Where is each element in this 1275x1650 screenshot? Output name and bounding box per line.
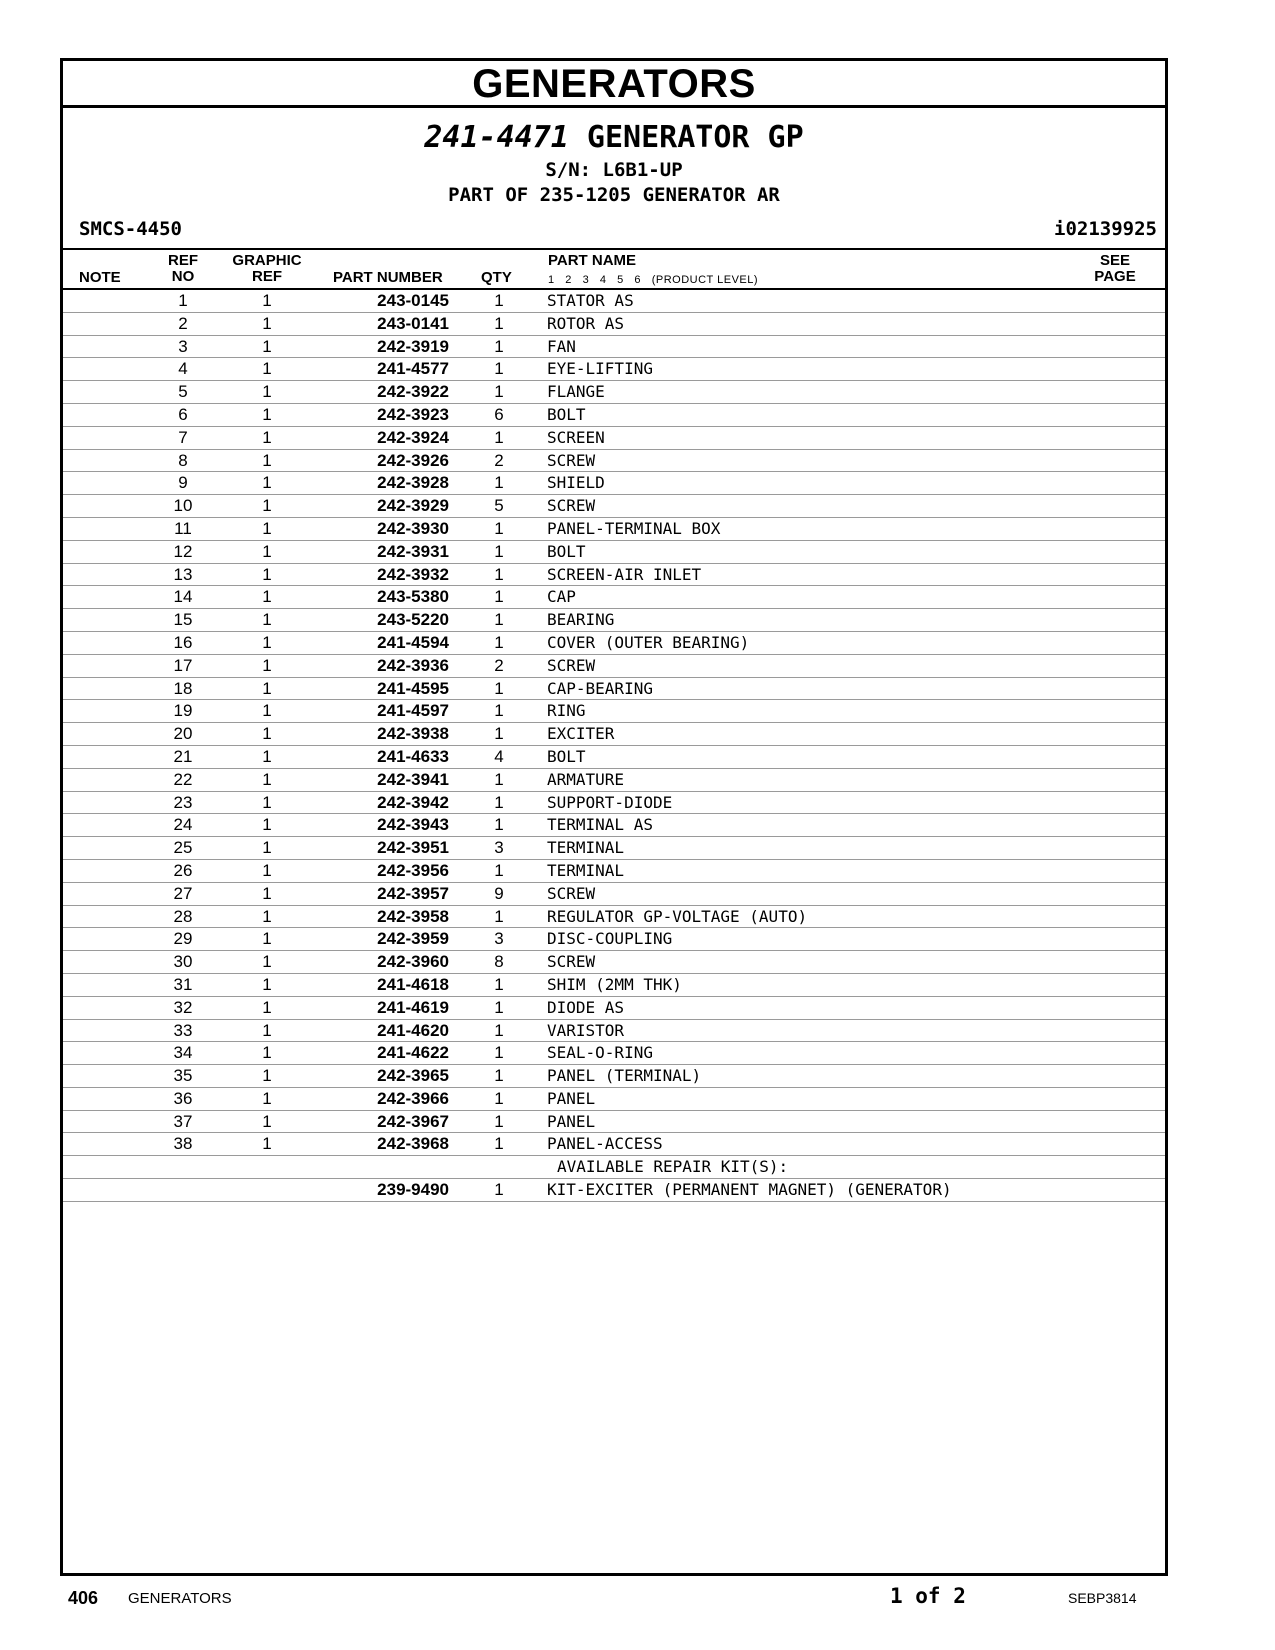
graphic-ref: 1 (262, 746, 272, 766)
ref-no: 16 (173, 632, 193, 652)
kit-part-number: 239-9490 (377, 1180, 449, 1200)
part-number: 241-4595 (377, 678, 449, 698)
ref-no: 19 (173, 701, 193, 721)
part-number: 243-0141 (377, 313, 449, 333)
quantity: 1 (494, 359, 504, 379)
table-row (63, 883, 1165, 906)
quantity: 1 (494, 1088, 504, 1108)
part-number: 242-3958 (377, 906, 449, 926)
kit-row (63, 1179, 1165, 1202)
quantity: 1 (494, 564, 504, 584)
col-ref-line2: NO (171, 268, 195, 285)
ref-no: 26 (173, 860, 193, 880)
table-row (63, 746, 1165, 769)
part-number: 242-3965 (377, 1066, 449, 1086)
part-name: SHIELD (547, 473, 605, 493)
ref-no: 7 (178, 427, 188, 447)
part-name: SCREW (547, 883, 596, 903)
part-name: SCREW (547, 450, 596, 470)
ref-no: 10 (173, 496, 193, 516)
graphic-ref: 1 (262, 427, 272, 447)
quantity: 5 (494, 496, 504, 516)
part-number: 242-3924 (377, 427, 449, 447)
graphic-ref: 1 (262, 1088, 272, 1108)
part-name: BOLT (547, 746, 586, 766)
ref-no: 1 (178, 291, 188, 310)
kit-quantity: 1 (494, 1180, 504, 1200)
ref-no: 12 (173, 541, 193, 561)
graphic-ref: 1 (262, 1043, 272, 1063)
part-number: 243-5220 (377, 610, 449, 630)
part-number: 242-3926 (377, 450, 449, 470)
col-qty: QTY (481, 269, 512, 286)
col-graphic-line1: GRAPHIC (232, 252, 302, 269)
part-name: SCREEN (547, 427, 605, 447)
table-row (63, 723, 1165, 746)
table-row (63, 358, 1165, 381)
quantity: 3 (494, 929, 504, 949)
col-see-line2: PAGE (1094, 268, 1136, 285)
graphic-ref: 1 (262, 724, 272, 744)
ref-no: 9 (178, 473, 188, 493)
table-row (63, 450, 1165, 473)
part-name: BEARING (547, 610, 615, 630)
page-frame (60, 58, 1168, 1576)
parts-list (63, 290, 1165, 1202)
col-graphic-line2: REF (252, 268, 282, 285)
ref-no: 29 (173, 929, 193, 949)
quantity: 1 (494, 382, 504, 402)
quantity: 1 (494, 1043, 504, 1063)
table-row (63, 1133, 1165, 1156)
quantity: 3 (494, 838, 504, 858)
quantity: 1 (494, 815, 504, 835)
table-row (63, 1042, 1165, 1065)
part-number: 241-4622 (377, 1043, 449, 1063)
part-name: BOLT (547, 541, 586, 561)
part-name: SHIM (2MM THK) (547, 974, 682, 994)
part-number: 242-3967 (377, 1111, 449, 1131)
graphic-ref: 1 (262, 815, 272, 835)
part-number: 241-4618 (377, 974, 449, 994)
quantity: 1 (494, 336, 504, 356)
part-name: SCREW (547, 655, 596, 675)
quantity: 1 (494, 974, 504, 994)
part-number: 242-3951 (377, 838, 449, 858)
graphic-ref: 1 (262, 632, 272, 652)
quantity: 1 (494, 769, 504, 789)
col-ref-line1: REF (168, 252, 198, 269)
ref-no: 2 (178, 313, 188, 333)
group-title (63, 118, 1165, 158)
table-row (63, 792, 1165, 815)
table-row (63, 974, 1165, 997)
graphic-ref: 1 (262, 473, 272, 493)
part-name: CAP (547, 587, 576, 607)
ref-no: 11 (174, 518, 192, 538)
ref-no: 20 (173, 724, 193, 744)
ref-no: 22 (173, 769, 193, 789)
graphic-ref: 1 (262, 313, 272, 333)
ref-no: 3 (178, 336, 188, 356)
graphic-ref: 1 (262, 404, 272, 424)
graphic-ref: 1 (262, 860, 272, 880)
part-name: EYE-LIFTING (547, 359, 653, 379)
part-number: 242-3956 (377, 860, 449, 880)
part-name: SCREW (547, 952, 596, 972)
part-name: ROTOR AS (547, 313, 625, 333)
table-row (63, 609, 1165, 632)
table-row (63, 404, 1165, 427)
col-see-line1: SEE (1099, 252, 1130, 269)
part-name: SCREW (547, 496, 596, 516)
graphic-ref: 1 (262, 883, 272, 903)
part-of-line: PART OF 235-1205 GENERATOR AR (448, 184, 780, 206)
table-row (63, 928, 1165, 951)
table-row (63, 814, 1165, 837)
table-row (63, 997, 1165, 1020)
graphic-ref: 1 (262, 655, 272, 675)
part-number: 242-3930 (377, 518, 449, 538)
part-name: DISC-COUPLING (547, 929, 673, 949)
graphic-ref: 1 (262, 678, 272, 698)
ref-no: 6 (178, 404, 188, 424)
ref-no: 15 (173, 610, 193, 630)
part-number: 242-3941 (377, 769, 449, 789)
graphic-ref: 1 (262, 541, 272, 561)
footer-sheet: 1 of 2 (890, 1584, 966, 1608)
table-row (63, 541, 1165, 564)
quantity: 1 (494, 997, 504, 1017)
graphic-ref: 1 (262, 701, 272, 721)
graphic-ref: 1 (262, 450, 272, 470)
quantity: 1 (494, 541, 504, 561)
part-name: PANEL-TERMINAL BOX (547, 518, 721, 538)
graphic-ref: 1 (262, 906, 272, 926)
quantity: 1 (494, 313, 504, 333)
part-name: COVER (OUTER BEARING) (547, 632, 750, 652)
serial-number: S/N: L6B1-UP (545, 159, 683, 181)
table-row (63, 336, 1165, 359)
ref-no: 14 (173, 587, 193, 607)
part-name: RING (547, 701, 586, 721)
part-number: 242-3943 (377, 815, 449, 835)
col-part-name: PART NAME (548, 252, 637, 269)
part-name: TERMINAL (547, 838, 625, 858)
graphic-ref: 1 (262, 1066, 272, 1086)
quantity: 1 (494, 427, 504, 447)
part-number: 242-3931 (377, 541, 449, 561)
part-name: TERMINAL (547, 860, 625, 880)
table-row (63, 313, 1165, 336)
graphic-ref: 1 (262, 610, 272, 630)
part-name: PANEL (547, 1088, 596, 1108)
graphic-ref: 1 (262, 587, 272, 607)
table-row (63, 381, 1165, 404)
quantity: 1 (494, 792, 504, 812)
table-row (63, 951, 1165, 974)
part-name: EXCITER (547, 724, 615, 744)
graphic-ref: 1 (262, 952, 272, 972)
quantity: 2 (494, 655, 504, 675)
ref-no: 4 (178, 359, 188, 379)
group-part-number: 241-4471 (424, 120, 569, 155)
section-banner: GENERATORS (63, 61, 1165, 108)
part-name: REGULATOR GP-VOLTAGE (AUTO) (547, 906, 808, 926)
part-name: PANEL (TERMINAL) (547, 1066, 702, 1086)
table-row (63, 769, 1165, 792)
quantity: 1 (494, 632, 504, 652)
kits-heading: AVAILABLE REPAIR KIT(S): (557, 1157, 789, 1177)
part-name: ARMATURE (547, 769, 625, 789)
page-footer (0, 1580, 1275, 1620)
quantity: 2 (494, 450, 504, 470)
graphic-ref: 1 (262, 769, 272, 789)
part-number: 242-3922 (377, 382, 449, 402)
col-product-levels: 1 2 3 4 5 6 (PRODUCT LEVEL) (548, 274, 759, 286)
ref-no: 17 (173, 655, 193, 675)
ref-no: 24 (173, 815, 193, 835)
col-part-number: PART NUMBER (333, 269, 443, 286)
quantity: 1 (494, 678, 504, 698)
part-name: SEAL-O-RING (547, 1043, 653, 1063)
ref-no: 34 (173, 1043, 193, 1063)
ref-no: 33 (173, 1020, 193, 1040)
part-name: PANEL-ACCESS (547, 1134, 663, 1154)
ref-no: 8 (178, 450, 188, 470)
part-number: 241-4597 (377, 701, 449, 721)
ref-no: 18 (173, 678, 193, 698)
part-name: TERMINAL AS (547, 815, 653, 835)
quantity: 1 (494, 906, 504, 926)
part-number: 241-4619 (377, 997, 449, 1017)
graphic-ref: 1 (262, 496, 272, 516)
graphic-ref: 1 (262, 792, 272, 812)
ref-no: 27 (173, 883, 193, 903)
graphic-ref: 1 (262, 564, 272, 584)
part-name: DIODE AS (547, 997, 625, 1017)
smcs-row (63, 208, 1165, 248)
quantity: 8 (494, 952, 504, 972)
kits-heading-row (63, 1156, 1165, 1179)
graphic-ref: 1 (262, 291, 272, 310)
graphic-ref: 1 (262, 929, 272, 949)
table-row (63, 1111, 1165, 1134)
part-name: SCREEN-AIR INLET (547, 564, 702, 584)
part-number: 241-4633 (377, 746, 449, 766)
ref-no: 31 (173, 974, 193, 994)
graphic-ref: 1 (262, 382, 272, 402)
graphic-ref: 1 (262, 336, 272, 356)
quantity: 1 (494, 1066, 504, 1086)
quantity: 1 (494, 1134, 504, 1154)
part-name: PANEL (547, 1111, 596, 1131)
table-row (63, 472, 1165, 495)
table-row (63, 564, 1165, 587)
part-name: FLANGE (547, 382, 605, 402)
quantity: 1 (494, 860, 504, 880)
table-row (63, 700, 1165, 723)
graphic-ref: 1 (262, 838, 272, 858)
quantity: 1 (494, 291, 504, 310)
part-number: 242-3966 (377, 1088, 449, 1108)
quantity: 1 (494, 724, 504, 744)
table-row (63, 290, 1165, 313)
table-row (63, 655, 1165, 678)
group-name: GENERATOR GP (586, 120, 804, 155)
graphic-ref: 1 (262, 974, 272, 994)
footer-section: GENERATORS (128, 1590, 232, 1607)
col-note: NOTE (79, 269, 121, 286)
table-header (63, 248, 1165, 290)
graphic-ref: 1 (262, 518, 272, 538)
part-number: 242-3960 (377, 952, 449, 972)
col-ref-no (159, 253, 207, 285)
quantity: 1 (494, 1111, 504, 1131)
footer-page-number: 406 (68, 1588, 99, 1608)
quantity: 1 (494, 610, 504, 630)
graphic-ref: 1 (262, 359, 272, 379)
col-graphic-ref (229, 253, 305, 285)
quantity: 1 (494, 701, 504, 721)
quantity: 1 (494, 473, 504, 493)
table-row (63, 1020, 1165, 1043)
table-row (63, 495, 1165, 518)
table-row (63, 837, 1165, 860)
part-number: 242-3928 (377, 473, 449, 493)
ref-no: 21 (173, 746, 193, 766)
part-number: 242-3968 (377, 1134, 449, 1154)
table-row (63, 1088, 1165, 1111)
col-see-page (1085, 253, 1145, 285)
table-row (63, 586, 1165, 609)
ref-no: 13 (173, 564, 193, 584)
kit-name: KIT-EXCITER (PERMANENT MAGNET) (GENERATOR) (547, 1180, 952, 1200)
table-row (63, 518, 1165, 541)
ref-no: 23 (173, 792, 193, 812)
ref-no: 37 (173, 1111, 193, 1131)
part-number: 242-3919 (377, 336, 449, 356)
ref-no: 35 (173, 1066, 193, 1086)
part-number: 243-0145 (377, 291, 449, 310)
part-name: STATOR AS (547, 291, 634, 310)
ref-no: 36 (173, 1088, 193, 1108)
part-name: VARISTOR (547, 1020, 625, 1040)
quantity: 9 (494, 883, 504, 903)
graphic-ref: 1 (262, 1111, 272, 1131)
part-number: 242-3932 (377, 564, 449, 584)
part-number: 242-3942 (377, 792, 449, 812)
quantity: 1 (494, 518, 504, 538)
quantity: 6 (494, 404, 504, 424)
table-row (63, 632, 1165, 655)
table-row (63, 427, 1165, 450)
ref-no: 32 (173, 997, 193, 1017)
quantity: 1 (494, 587, 504, 607)
part-name: CAP-BEARING (547, 678, 653, 698)
part-number: 242-3957 (377, 883, 449, 903)
part-number: 241-4577 (377, 359, 449, 379)
ref-no: 38 (173, 1134, 193, 1154)
part-number: 242-3936 (377, 655, 449, 675)
part-number: 243-5380 (377, 587, 449, 607)
graphic-ref: 1 (262, 997, 272, 1017)
part-name: SUPPORT-DIODE (547, 792, 673, 812)
quantity: 1 (494, 1020, 504, 1040)
part-number: 242-3929 (377, 496, 449, 516)
part-number: 242-3938 (377, 724, 449, 744)
graphic-ref: 1 (262, 1134, 272, 1154)
part-name: FAN (547, 336, 576, 356)
table-row (63, 860, 1165, 883)
footer-doc-code: SEBP3814 (1068, 1590, 1137, 1606)
ref-no: 5 (178, 382, 188, 402)
part-number: 242-3923 (377, 404, 449, 424)
smcs-code: SMCS-4450 (79, 218, 182, 240)
document-id: i02139925 (1054, 218, 1157, 240)
table-row (63, 906, 1165, 929)
quantity: 4 (494, 746, 504, 766)
ref-no: 25 (173, 838, 193, 858)
table-row (63, 1065, 1165, 1088)
ref-no: 30 (173, 952, 193, 972)
graphic-ref: 1 (262, 1020, 272, 1040)
ref-no: 28 (173, 906, 193, 926)
part-number: 241-4620 (377, 1020, 449, 1040)
part-number: 242-3959 (377, 929, 449, 949)
part-number: 241-4594 (377, 632, 449, 652)
table-row (63, 678, 1165, 701)
part-name: BOLT (547, 404, 586, 424)
